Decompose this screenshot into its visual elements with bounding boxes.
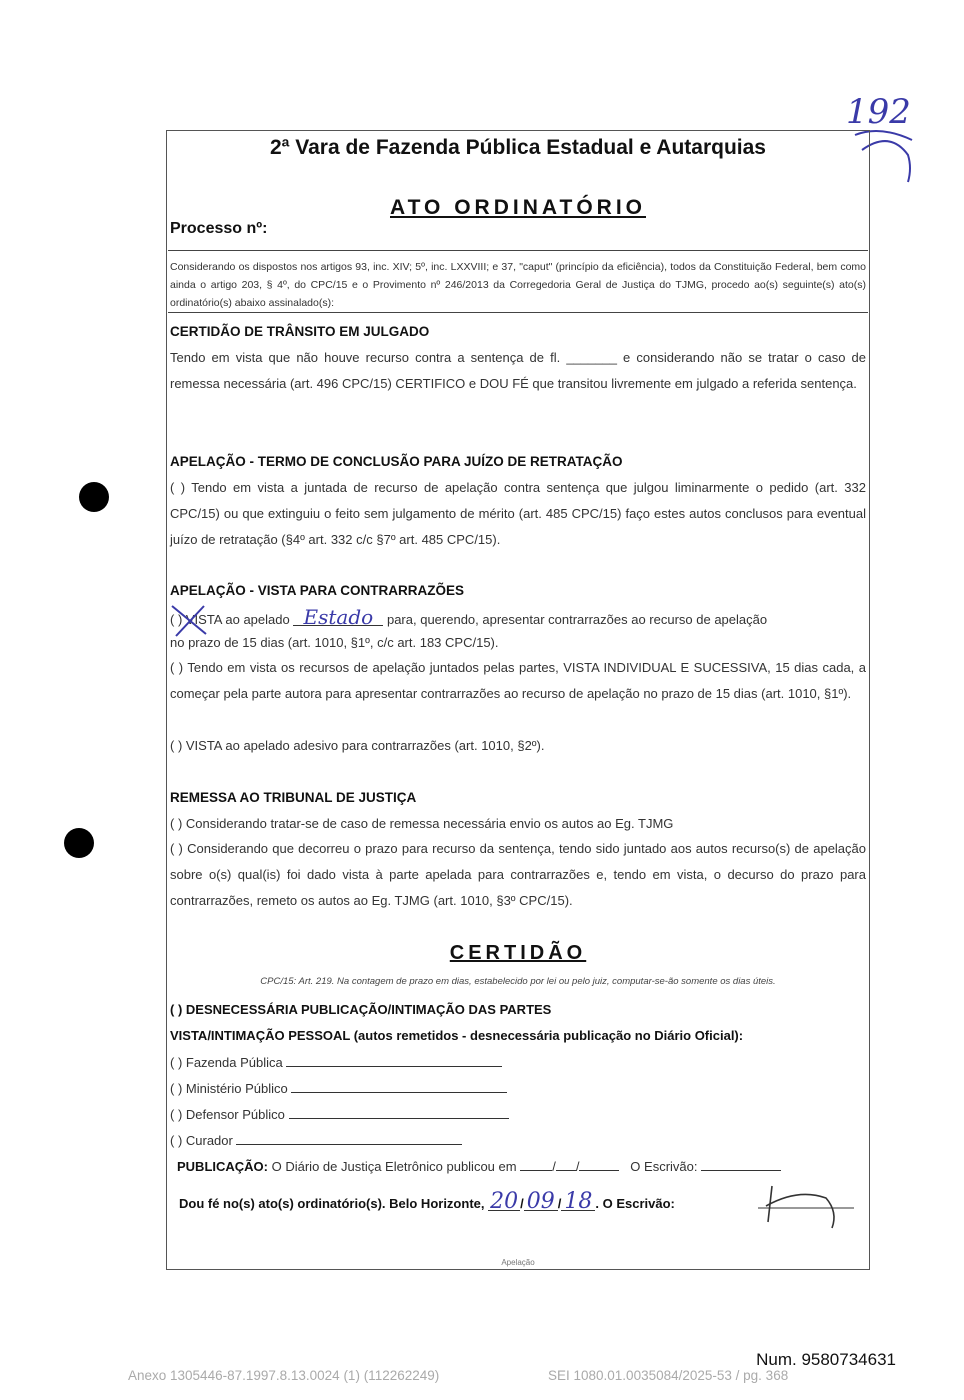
party-ministerio-label: ( ) Ministério Público bbox=[170, 1081, 288, 1096]
vista-intimacao-pessoal: VISTA/INTIMAÇÃO PESSOAL (autos remetidos - desnecessária publicação no Diário Oficial): bbox=[170, 1028, 744, 1043]
contrarrazoes-item1 bbox=[170, 605, 768, 629]
handwritten-apelado: Estado bbox=[293, 609, 383, 626]
signature-line bbox=[289, 1106, 509, 1119]
handwritten-month: 09 bbox=[524, 1194, 558, 1211]
escrivao-label: O Escrivão: bbox=[630, 1159, 698, 1174]
escrivao-line bbox=[701, 1158, 781, 1171]
signature-line bbox=[286, 1054, 502, 1067]
dou-fe-text: Dou fé no(s) ato(s) ordinatório(s). Belo Horizonte, bbox=[179, 1196, 485, 1211]
handwritten-x-mark bbox=[168, 602, 212, 638]
footer-anexo: Anexo 1305446-87.1997.8.13.0024 (1) (112262249) bbox=[128, 1368, 440, 1383]
escrivao-label-2: . O Escrivão: bbox=[595, 1196, 675, 1211]
punch-hole-top bbox=[79, 482, 109, 512]
handwritten-day: 20 bbox=[490, 1189, 519, 1214]
footer-sei: SEI 1080.01.0035084/2025-53 / pg. 368 bbox=[548, 1368, 789, 1383]
section-heading-retratacao: APELAÇÃO - TERMO DE CONCLUSÃO PARA JUÍZO DE RETRATAÇÃO bbox=[170, 454, 623, 469]
handwritten-page-number: 192 bbox=[846, 92, 911, 132]
contrarrazoes-item1-start: ( ) VISTA ao apelado bbox=[170, 612, 290, 627]
footer-small-label: Apelação bbox=[501, 1258, 535, 1267]
publicacao-label: PUBLICAÇÃO: bbox=[177, 1159, 268, 1174]
dou-fe-line: Dou fé no(s) ato(s) ordinatório(s). Belo Horizonte, 20 / 09 / 18 . O Escrivão: bbox=[179, 1189, 675, 1214]
contrarrazoes-item1-end: para, querendo, apresentar contrarrazões ao recurso de apelação bbox=[386, 612, 768, 627]
section-heading-remessa: REMESSA AO TRIBUNAL DE JUSTIÇA bbox=[170, 790, 417, 805]
processo-label: Processo nº: bbox=[170, 220, 268, 237]
contrarrazoes-item1-prazo: no prazo de 15 dias (art. 1010, §1º, c/c art. 183 CPC/15). bbox=[170, 635, 499, 650]
date-blank bbox=[556, 1158, 576, 1171]
court-title: 2ª Vara de Fazenda Pública Estadual e Autarquias bbox=[269, 136, 766, 159]
party-defensor bbox=[170, 1106, 509, 1122]
signature-line bbox=[291, 1080, 507, 1093]
contrarrazoes-item2: ( ) Tendo em vista os recursos de apelação juntados pelas partes, VISTA INDIVIDUAL E SUCESSIVA, 15 dias cada, a começar pela parte autora para apresentar contrarrazões ao recurso de apelação no prazo de 15 dias (art. 1010, §1º). bbox=[170, 660, 866, 701]
transito-text: Tendo em vista que não houve recurso contra a sentença de fl. _______ e considerando não se tratar o caso de remessa necessária (art. 496 CPC/15) CERTIFICO e DOU FÉ que transitou livremente em julgado a referida sentença. bbox=[170, 350, 866, 391]
desnecessaria-publicacao: ( ) DESNECESSÁRIA PUBLICAÇÃO/INTIMAÇÃO DAS PARTES bbox=[170, 1002, 552, 1017]
contrarrazoes-item3: ( ) VISTA ao apelado adesivo para contrarrazões (art. 1010, §2º). bbox=[170, 738, 545, 753]
retratacao-text: ( ) Tendo em vista a juntada de recurso de apelação contra sentença que julgou liminarmente o pedido (art. 332 CPC/15) ou que extinguiu o feito sem julgamento de mérito (art. 485 CPC/15) faço estes autos conclusos para eventual juízo de retratação (§4º art. 332 c/c §7º art. 485 CPC/15). bbox=[170, 480, 866, 547]
party-fazenda-label: ( ) Fazenda Pública bbox=[170, 1055, 283, 1070]
party-fazenda bbox=[170, 1054, 502, 1070]
date-blank bbox=[579, 1158, 619, 1171]
party-curador-label: ( ) Curador bbox=[170, 1133, 233, 1148]
party-defensor-label: ( ) Defensor Público bbox=[170, 1107, 285, 1122]
party-ministerio bbox=[170, 1080, 507, 1096]
section-heading-contrarrazoes: APELAÇÃO - VISTA PARA CONTRARRAZÕES bbox=[170, 583, 465, 598]
document-number: Num. 9580734631 bbox=[756, 1350, 896, 1369]
escrivao-signature bbox=[758, 1182, 858, 1232]
certidao-heading: CERTIDÃO bbox=[449, 942, 587, 964]
section-heading-transito: CERTIDÃO DE TRÂNSITO EM JULGADO bbox=[170, 324, 430, 339]
date-blank bbox=[520, 1158, 552, 1171]
remessa-item1: ( ) Considerando tratar-se de caso de remessa necessária envio os autos ao Eg. TJMG bbox=[170, 816, 674, 831]
certidao-note: CPC/15: Art. 219. Na contagem de prazo em dias, estabelecido por lei ou pelo juiz, computar-se-ão somente os dias úteis. bbox=[260, 976, 776, 987]
handwritten-year: 18 bbox=[561, 1194, 595, 1211]
publicacao-text: O Diário de Justiça Eletrônico publicou em bbox=[271, 1159, 517, 1174]
signature-line bbox=[236, 1132, 462, 1145]
divider bbox=[168, 312, 868, 313]
divider bbox=[168, 250, 868, 251]
remessa-item2: ( ) Considerando que decorreu o prazo para recurso da sentença, tendo sido juntado aos autos recurso(s) de apelação sobre o(s) qual(is) foi dado vista à parte apelada para contrarrazões e, tendo em vista, o decurso do prazo para contrarrazões, remeto os autos ao Eg. TJMG (art. 1010, §3º CPC/15). bbox=[170, 841, 866, 908]
party-curador bbox=[170, 1132, 462, 1148]
ato-ordinatorio-heading: ATO ORDINATÓRIO bbox=[390, 196, 646, 219]
punch-hole-bottom bbox=[64, 828, 94, 858]
publicacao-line: PUBLICAÇÃO: O Diário de Justiça Eletrônico publicou em / / O Escrivão: bbox=[177, 1158, 781, 1174]
intro-text: Considerando os dispostos nos artigos 93, inc. XIV; 5º, inc. LXXVIII; e 37, "caput" (princípio da eficiência), todos da Constituição Federal, bem como ainda o artigo 203, § 4º, do CPC/15 e o Provimento nº 246/2013 da Corregedoria Geral de Justiça do TJMG, procedo ao(s) seguinte(s) ato(s) ordinatório(s) abaixo assinalado(s): bbox=[170, 261, 866, 309]
